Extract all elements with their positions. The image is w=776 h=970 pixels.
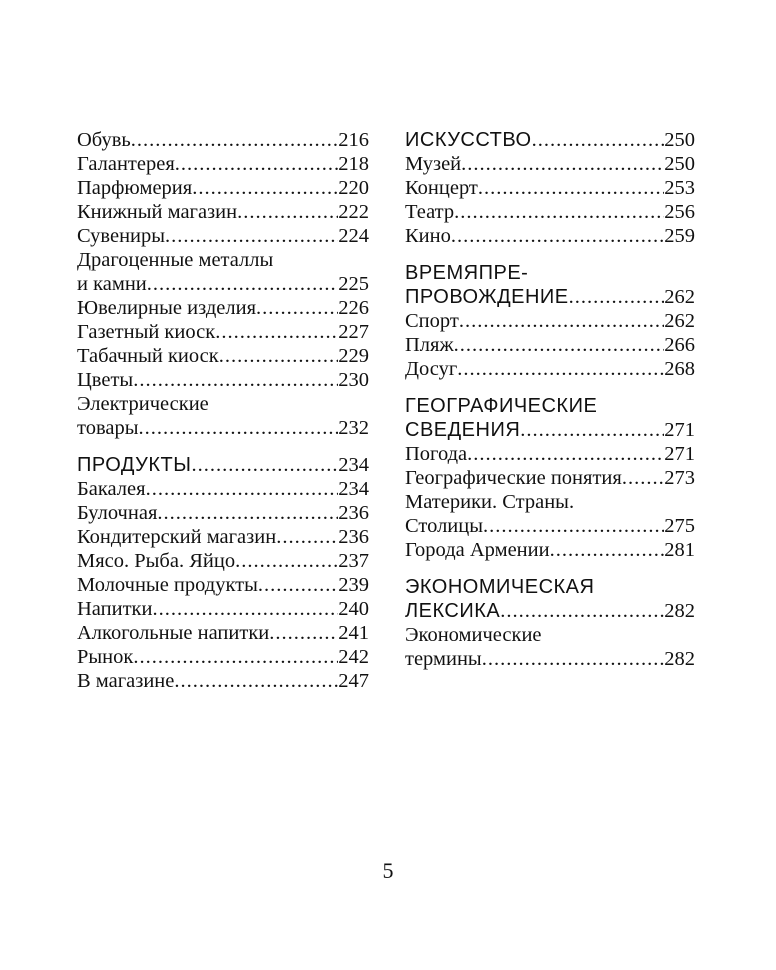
toc-entry[interactable] [77,501,369,525]
toc-entry-title: Обувь [77,129,131,151]
dot-leader [165,224,338,248]
dot-leader [258,573,338,597]
toc-entry-title: Булочная [77,502,158,524]
toc-entry[interactable] [77,621,369,645]
toc-entry[interactable] [77,392,369,440]
toc-section-heading[interactable] [405,128,695,152]
toc-entry-title: Цветы [77,369,134,391]
toc-right-column [405,128,695,671]
dot-leader [550,538,665,562]
dot-leader [138,416,338,440]
toc-entry-page: 216 [338,129,369,151]
toc-entry-page: 253 [664,177,695,199]
toc-entry-title: Кино [405,225,451,247]
toc-entry[interactable] [405,357,695,381]
toc-entry-title: Книжный магазин [77,201,238,223]
toc-entry[interactable] [77,128,369,152]
dot-leader [276,525,338,549]
toc-entry-title: товары [77,417,139,439]
toc-entry-page: 236 [338,526,369,548]
dot-leader [256,296,338,320]
dot-leader [454,200,664,224]
dot-leader [500,599,664,623]
toc-entry-title: Галантерея [77,153,175,175]
toc-entry-page: 266 [664,334,695,356]
dot-leader [483,514,664,538]
toc-entry-title: Музей [405,153,462,175]
toc-entry-page: 234 [338,478,369,500]
toc-entry-page: 262 [664,310,695,332]
toc-entry-page: 222 [338,201,369,223]
toc-entry[interactable] [405,152,695,176]
toc-section-heading[interactable] [405,575,695,623]
toc-entry-page: 237 [338,550,369,572]
toc-entry-title: Рынок [77,646,134,668]
toc-entry-page: 271 [664,419,695,441]
toc-entry[interactable] [405,309,695,333]
toc-entry-title: ПРОДУКТЫ [77,454,192,476]
toc-entry-title: Погода [405,443,468,465]
dot-leader [133,645,338,669]
toc-entry-page: 241 [338,622,369,644]
toc-entry-page: 239 [338,574,369,596]
dot-leader [569,285,665,309]
dot-leader [147,272,338,296]
dot-leader [467,442,664,466]
toc-entry-title-line1: Драгоценные металлы [77,249,274,271]
toc-entry-title: СВЕДЕНИЯ [405,419,521,441]
dot-leader [454,333,665,357]
dot-leader [520,418,664,442]
dot-leader [157,501,338,525]
toc-entry[interactable] [405,538,695,562]
toc-entry[interactable] [405,224,695,248]
toc-entry-title: Сувениры [77,225,166,247]
toc-entry[interactable] [77,152,369,176]
toc-entry-title-line1: ЭКОНОМИЧЕСКАЯ [405,576,595,598]
toc-entry-page: 227 [338,321,369,343]
toc-entry[interactable] [77,320,369,344]
toc-entry-page: 220 [338,177,369,199]
dot-leader [191,453,338,477]
toc-entry[interactable] [77,597,369,621]
dot-leader [152,597,338,621]
dot-leader [622,466,664,490]
toc-entry-page: 268 [664,358,695,380]
toc-entry-title: ЛЕКСИКА [405,600,501,622]
toc-entry[interactable] [77,224,369,248]
dot-leader [478,176,664,200]
toc-entry-title: Бакалея [77,478,146,500]
toc-entry-page: 271 [664,443,695,465]
toc-entry-title-line1: ВРЕМЯПРЕ- [405,262,529,284]
toc-entry-page: 282 [664,648,695,670]
toc-entry[interactable] [77,573,369,597]
toc-entry-page: 262 [664,286,695,308]
dot-leader [482,647,665,671]
toc-entry-title: Досуг [405,358,458,380]
toc-section-heading[interactable] [77,453,369,477]
toc-entry-title: ПРОВОЖДЕНИЕ [405,286,569,308]
toc-entry-title: термины [405,648,482,670]
toc-entry-title: Алкогольные напитки [77,622,270,644]
dot-leader [192,176,338,200]
toc-entry-page: 282 [664,600,695,622]
toc-entry[interactable] [77,248,369,296]
dot-leader [451,224,664,248]
toc-entry-page: 240 [338,598,369,620]
dot-leader [175,152,338,176]
dot-leader [219,344,339,368]
toc-entry[interactable] [405,490,695,538]
toc-entry-title: Географические понятия [405,467,622,489]
toc-entry-page: 236 [338,502,369,524]
toc-entry-page: 224 [338,225,369,247]
toc-entry-page: 229 [338,345,369,367]
toc-entry-title: Молочные продукты [77,574,258,596]
dot-leader [532,128,665,152]
toc-entry-page: 275 [664,515,695,537]
toc-entry-title-line1: Экономические [405,624,542,646]
toc-section-heading[interactable] [405,261,695,309]
toc-entry-page: 232 [338,417,369,439]
toc-entry-page: 250 [664,129,695,151]
toc-entry[interactable] [77,645,369,669]
toc-left-column [77,128,369,693]
toc-entry-title: Столицы [405,515,484,537]
toc-entry-page: 281 [664,539,695,561]
toc-entry-page: 250 [664,153,695,175]
toc-entry-title: Напитки [77,598,153,620]
toc-entry-title: В магазине [77,670,175,692]
toc-entry[interactable] [77,525,369,549]
toc-section-heading[interactable] [405,394,695,442]
dot-leader [215,320,338,344]
toc-entry-title: Табачный киоск [77,345,219,367]
toc-entry-title-line1: Электрические [77,393,209,415]
toc-entry-page: 234 [338,454,369,476]
toc-entry[interactable] [77,368,369,392]
toc-entry-title-line1: ГЕОГРАФИЧЕСКИЕ [405,395,598,417]
toc-entry-title: ИСКУССТВО [405,129,532,151]
toc-entry[interactable] [77,669,369,693]
toc-entry-title: Пляж [405,334,454,356]
toc-entry-page: 218 [338,153,369,175]
dot-leader [461,152,664,176]
toc-entry-page: 230 [338,369,369,391]
toc-entry-title: Спорт [405,310,459,332]
toc-entry-title: Парфюмерия [77,177,193,199]
dot-leader [459,309,664,333]
toc-entry[interactable] [77,296,369,320]
toc-entry-title: Концерт [405,177,478,199]
toc-entry-page: 273 [664,467,695,489]
toc-entry-page: 226 [338,297,369,319]
toc-entry-title: Мясо. Рыба. Яйцо [77,550,236,572]
toc-entry-title: Театр [405,201,455,223]
toc-entry-title: Ювелирные изделия [77,297,257,319]
toc-entry[interactable] [405,623,695,671]
toc-entry[interactable] [77,477,369,501]
toc-entry[interactable] [77,200,369,224]
page-number: 5 [382,858,394,883]
toc-entry[interactable] [405,333,695,357]
toc-entry[interactable] [405,466,695,490]
dot-leader [269,621,338,645]
dot-leader [131,128,339,152]
toc-entry-page: 259 [664,225,695,247]
toc-entry[interactable] [405,442,695,466]
toc-entry[interactable] [77,176,369,200]
dot-leader [235,549,338,573]
dot-leader [457,357,664,381]
toc-entry-page: 247 [338,670,369,692]
toc-entry-page: 225 [338,273,369,295]
toc-entry-page: 256 [664,201,695,223]
toc-entry-title: Газетный киоск [77,321,216,343]
toc-entry-page: 242 [338,646,369,668]
dot-leader [237,200,338,224]
dot-leader [174,669,338,693]
toc-entry[interactable] [405,176,695,200]
dot-leader [133,368,338,392]
toc-entry[interactable] [77,549,369,573]
toc-entry[interactable] [77,344,369,368]
toc-entry-title: Кондитерский магазин [77,526,277,548]
toc-entry-title-line1: Материки. Страны. [405,491,575,513]
dot-leader [146,477,339,501]
toc-entry-title: Города Армении [405,539,550,561]
toc-entry[interactable] [405,200,695,224]
toc-entry-title: и камни [77,273,147,295]
